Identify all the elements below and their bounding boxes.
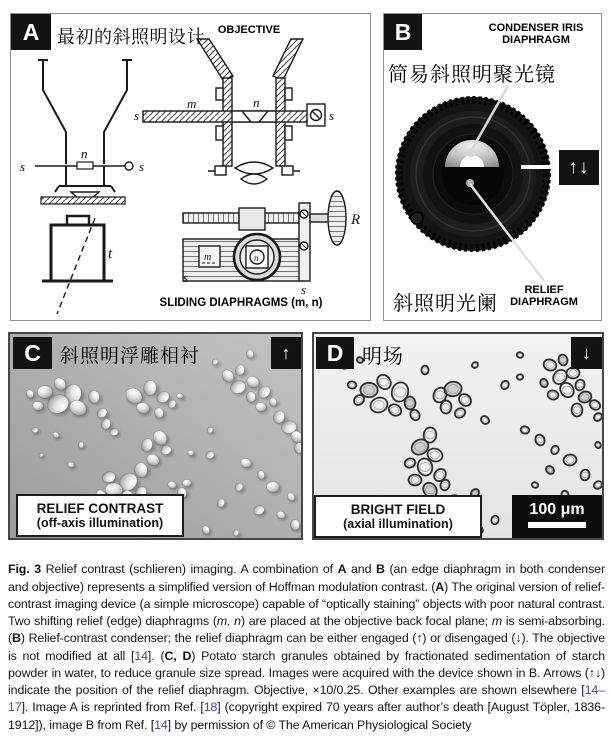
condenser-iris-label	[474, 22, 598, 46]
relief-diaphragm-label-line2: DIAPHRAGM	[510, 296, 578, 308]
caption-text: ]. Image A is reprinted from Ref. [	[21, 700, 204, 715]
scale-bar-line	[528, 522, 586, 528]
svg-text:t: t	[108, 246, 113, 262]
reference-link[interactable]: 18	[203, 700, 218, 715]
sliding-diaphragms-label: SLIDING DIAPHRAGMS (m, n)	[159, 297, 323, 309]
reference-link[interactable]: 14	[134, 648, 148, 663]
figure-caption	[8, 561, 605, 734]
relief-diaphragm-chinese-label: 斜照明光阑	[393, 293, 498, 315]
svg-text:n: n	[253, 95, 260, 110]
caption-text: A	[435, 579, 445, 594]
panel-c-label: C	[13, 337, 52, 369]
bright-field-caption-box	[314, 495, 482, 538]
relief-diaphragm-label	[502, 284, 586, 308]
bright-field-title: BRIGHT FIELD	[350, 502, 446, 517]
svg-text:s: s	[301, 282, 307, 297]
caption-text: ) Relief-contrast condenser; the relief diaphragm can be either engaged (↑) or disengaged (↓). The objective is not modified at all [	[8, 631, 605, 663]
caption-text: ] by permission of © The American Physiological Society	[167, 717, 472, 732]
panel-d	[312, 332, 604, 540]
scale-bar-label: 100 μm	[529, 501, 585, 518]
reference-link[interactable]: 14–17	[8, 683, 605, 715]
objective-cross-section-drawing	[134, 39, 334, 184]
scale-bar	[512, 495, 602, 538]
caption-text: ) The original version of relief-contrast imaging device (a simple microscope) capable of “optically staining” objects with poor natural contrast. Two shifting relief (edge) diaphragms (	[8, 579, 605, 629]
prism-drawing	[42, 216, 113, 314]
panel-b-label: B	[384, 14, 422, 50]
condenser-iris-label-line2: DIAPHRAGM	[502, 34, 570, 46]
relief-diaphragm-label-line1: RELIEF	[524, 284, 564, 296]
svg-text:s: s	[139, 159, 145, 174]
panel-a-line-drawings	[11, 14, 370, 320]
svg-text:s: s	[183, 270, 189, 285]
svg-text:m: m	[187, 96, 197, 111]
svg-text:m: m	[204, 252, 212, 263]
svg-text:s: s	[329, 108, 335, 123]
panel-d-label: D	[316, 337, 354, 369]
down-arrow-icon: ↓	[571, 337, 602, 369]
caption-text: ) are placed at the objective back focal plane;	[240, 614, 492, 629]
caption-text: Relief contrast (schlieren) imaging. A combination of	[41, 562, 338, 577]
panel-a-label: A	[11, 14, 51, 50]
caption-text: (an edge diaphragm in both condenser and objective) represents a simplified version of Hoffman modulation contrast. (	[8, 562, 605, 594]
condenser-iris-label-line1: CONDENSER IRIS	[488, 22, 584, 34]
svg-text:s: s	[19, 159, 25, 174]
caption-text: B	[12, 631, 21, 646]
condenser-wheel	[396, 97, 550, 251]
relief-contrast-title: RELIEF CONTRAST	[36, 501, 164, 516]
bright-field-subtitle: (axial illumination)	[343, 517, 453, 531]
caption-text: m	[491, 614, 503, 629]
caption-text: and	[346, 562, 376, 577]
caption-text: B	[376, 562, 385, 577]
simple-microscope-drawing	[20, 60, 144, 204]
panel-a-chinese-title: 最初的斜照明设计	[57, 27, 205, 47]
caption-text: C, D	[164, 648, 192, 663]
relief-contrast-caption-box	[16, 494, 184, 537]
sliding-diaphragm-mechanism-drawing	[183, 191, 360, 297]
panel-d-chinese-title: 明场	[362, 346, 404, 368]
svg-text:n: n	[81, 146, 88, 161]
objective-label: OBJECTIVE	[217, 24, 281, 36]
svg-text:R: R	[351, 212, 361, 228]
svg-text:s: s	[133, 108, 139, 123]
panel-c-chinese-title: 斜照明浮雕相衬	[60, 346, 201, 367]
caption-text: ) Potato starch granules obtained by fractionated sedimentation of starch powder in water, to reduce granule size spread. Images were acquired with the device shown in B. Arrows (↑↓) indicate the position of the relief diaphragm. Objective, ×10/0.25. Other examples are shown elsewhere [	[8, 648, 605, 698]
caption-text: m, n	[216, 614, 241, 629]
svg-text:n: n	[254, 253, 259, 263]
panel-b	[383, 13, 602, 321]
caption-text: A	[337, 562, 347, 577]
panel-c	[8, 332, 303, 540]
caption-text: Fig. 3	[8, 562, 42, 577]
relief-contrast-subtitle: (off-axis illumination)	[36, 516, 164, 530]
up-down-arrows-icon: ↑↓	[559, 150, 599, 185]
caption-text: ]. (	[147, 648, 165, 663]
panel-b-chinese-title: 简易斜照明聚光镜	[388, 64, 556, 86]
reference-link[interactable]: 14	[154, 717, 168, 732]
up-arrow-icon: ↑	[271, 337, 301, 369]
caption-text: ] (copyright expired 70 years after author’s death [August Töpler, 1836-1912]), image B from Ref. [	[8, 700, 605, 732]
panel-a	[10, 13, 371, 321]
caption-text: is semi-absorbing. (	[8, 614, 606, 646]
